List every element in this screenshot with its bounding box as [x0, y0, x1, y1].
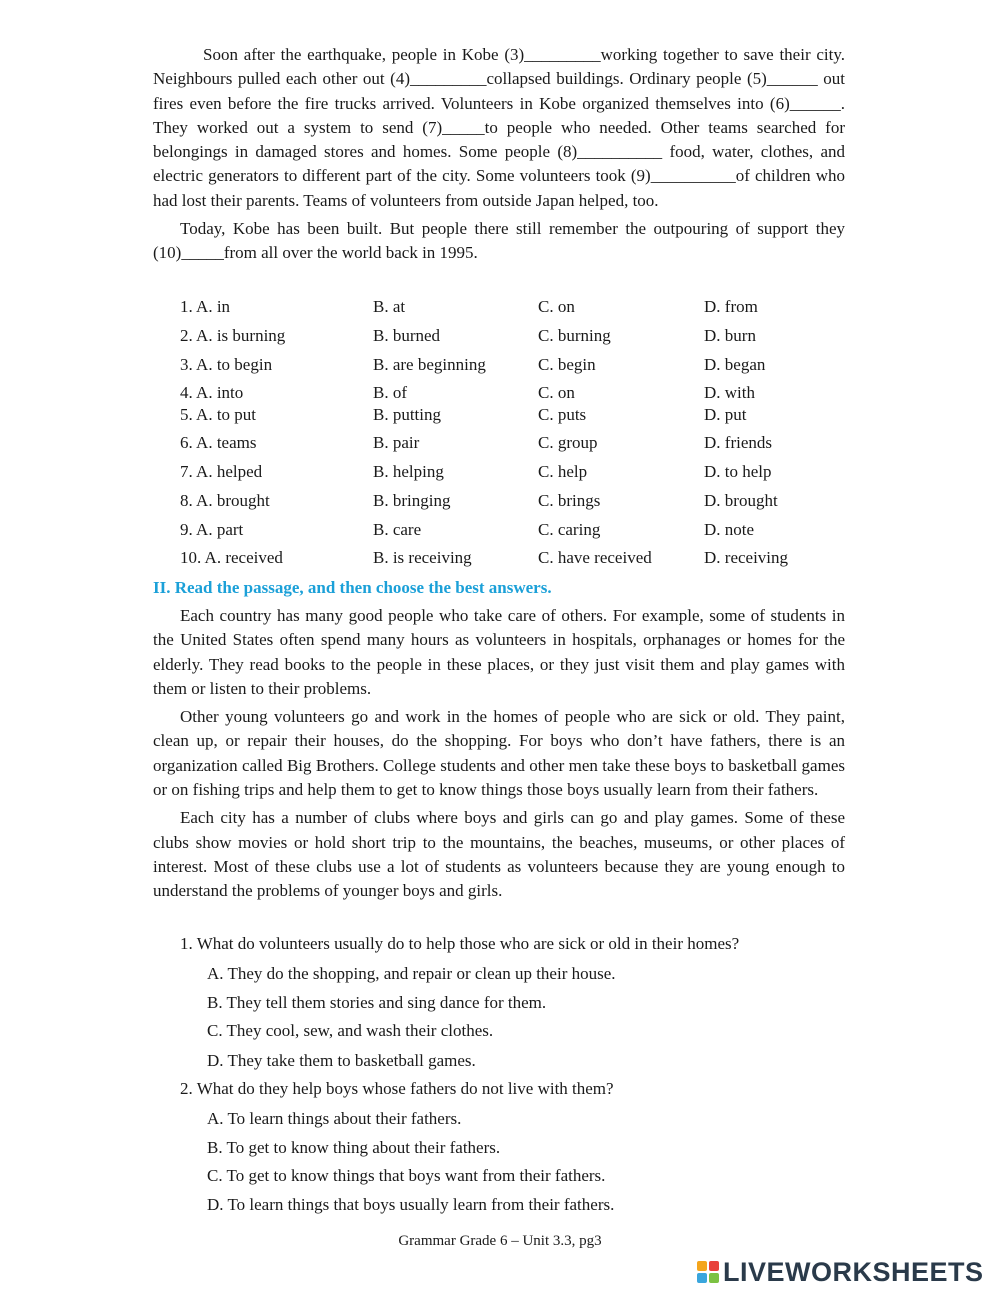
- option-d[interactable]: D. with: [704, 383, 755, 402]
- answer-option-d[interactable]: D. They take them to basketball games.: [207, 1051, 476, 1070]
- option-a[interactable]: 4. A. into: [180, 383, 244, 402]
- option-d[interactable]: D. friends: [704, 433, 772, 452]
- answer-option-b[interactable]: B. To get to know thing about their fathers.: [207, 1138, 501, 1157]
- answer-option-a[interactable]: A. To learn things about their fathers.: [207, 1109, 462, 1128]
- option-c[interactable]: C. help: [538, 462, 588, 481]
- option-b[interactable]: B. putting: [373, 405, 442, 424]
- option-a[interactable]: 7. A. helped: [180, 462, 263, 481]
- option-a[interactable]: 5. A. to put: [180, 405, 257, 424]
- option-b[interactable]: B. are beginning: [373, 355, 486, 374]
- page-footer: Grammar Grade 6 – Unit 3.3, pg3: [398, 1233, 602, 1249]
- passage-2-paragraph-1: Each country has many good people who take care of others. For example, some of students in the United States often spend many hours as volunteers in hospitals, orphanages or homes for the elderly. They read books to the people in these places, or they just visit them and play games with them or listen to their problems.: [153, 606, 845, 698]
- option-d[interactable]: D. burn: [704, 326, 756, 345]
- logo-square-1: [697, 1261, 707, 1271]
- passage-2-paragraph-3: Each city has a number of clubs where boys and girls can go and play games. Some of these clubs show movies or hold short trip to the mountains, the beaches, museums, or other places of interest. Most of these clubs use a lot of students as volunteers because they are young enough to understand the problems of younger boys and girls.: [153, 808, 845, 901]
- answer-option-c[interactable]: C. To get to know things that boys want from their fathers.: [207, 1166, 606, 1185]
- answer-option-d[interactable]: D. To learn things that boys usually learn from their fathers.: [207, 1195, 615, 1214]
- logo-square-2: [709, 1261, 719, 1271]
- logo-square-4: [709, 1273, 719, 1283]
- answer-option-b[interactable]: B. They tell them stories and sing dance for them.: [207, 993, 547, 1012]
- option-b[interactable]: B. care: [373, 520, 422, 539]
- option-d[interactable]: D. from: [704, 297, 758, 316]
- option-b[interactable]: B. is receiving: [373, 548, 472, 567]
- option-c[interactable]: C. have received: [538, 548, 652, 567]
- option-c[interactable]: C. caring: [538, 520, 601, 539]
- option-c[interactable]: C. begin: [538, 355, 596, 374]
- passage-1-paragraph-1: Soon after the earthquake, people in Kobe (3)_________working together to save their city. Neighbours pulled each other out (4)_________collapsed buildings. Ordinary people (5)______ out fires even before the fire trucks arrived. Volunteers in Kobe organized themselves into (6)______. They worked out a system to send (7)_____to people who needed. Other teams searched for belongings in damaged stores and homes. Some people (8)__________ food, water, clothes, and electric generators to different part of the city. Some volunteers took (9)__________of children who had lost their parents. Teams of volunteers from outside Japan helped, too.: [153, 45, 845, 210]
- liveworksheets-logo: [697, 1258, 984, 1286]
- option-c[interactable]: C. brings: [538, 491, 601, 510]
- logo-square-3: [697, 1273, 707, 1283]
- option-b[interactable]: B. of: [373, 383, 407, 402]
- option-a[interactable]: 3. A. to begin: [180, 355, 273, 374]
- section-2-heading: II. Read the passage, and then choose the best answers.: [153, 578, 552, 597]
- option-c[interactable]: C. on: [538, 297, 575, 316]
- option-b[interactable]: B. bringing: [373, 491, 451, 510]
- option-d[interactable]: D. to help: [704, 462, 772, 481]
- option-b[interactable]: B. at: [373, 297, 406, 316]
- question-text: 2. What do they help boys whose fathers do not live with them?: [180, 1079, 614, 1098]
- option-a[interactable]: 1. A. in: [180, 297, 231, 316]
- option-c[interactable]: C. on: [538, 383, 575, 402]
- passage-2: [153, 604, 845, 904]
- option-d[interactable]: D. put: [704, 405, 747, 424]
- answer-option-a[interactable]: A. They do the shopping, and repair or clean up their house.: [207, 964, 616, 983]
- option-c[interactable]: C. puts: [538, 405, 587, 424]
- passage-2-paragraph-2: Other young volunteers go and work in the homes of people who are sick or old. They paint, clean up, or repair their houses, do the shopping. For boys who don’t have fathers, there is an organization called Big Brothers. College students and other men take these boys to basketball games or on fishing trips and help them to get to know things those boys usually learn from their fathers.: [153, 707, 845, 800]
- option-b[interactable]: B. pair: [373, 433, 420, 452]
- option-b[interactable]: B. burned: [373, 326, 441, 345]
- passage-1-paragraph-2: Today, Kobe has been built. But people there still remember the outpouring of support they (10)_____from all over the world back in 1995.: [153, 219, 845, 263]
- option-a[interactable]: 2. A. is burning: [180, 326, 286, 345]
- option-d[interactable]: D. receiving: [704, 548, 789, 567]
- logo-text: LIVEWORKSHEETS: [723, 1257, 984, 1287]
- passage-1: [153, 43, 845, 266]
- option-a[interactable]: 8. A. brought: [180, 491, 270, 510]
- option-d[interactable]: D. began: [704, 355, 766, 374]
- answer-option-c[interactable]: C. They cool, sew, and wash their clothes.: [207, 1021, 494, 1040]
- option-d[interactable]: D. note: [704, 520, 755, 539]
- option-b[interactable]: B. helping: [373, 462, 444, 481]
- question-text: 1. What do volunteers usually do to help those who are sick or old in their homes?: [180, 934, 740, 953]
- option-c[interactable]: C. burning: [538, 326, 611, 345]
- liveworksheets-logo-icon: [697, 1261, 719, 1283]
- option-a[interactable]: 10. A. received: [180, 548, 283, 567]
- option-a[interactable]: 9. A. part: [180, 520, 244, 539]
- option-a[interactable]: 6. A. teams: [180, 433, 257, 452]
- option-c[interactable]: C. group: [538, 433, 598, 452]
- option-d[interactable]: D. brought: [704, 491, 778, 510]
